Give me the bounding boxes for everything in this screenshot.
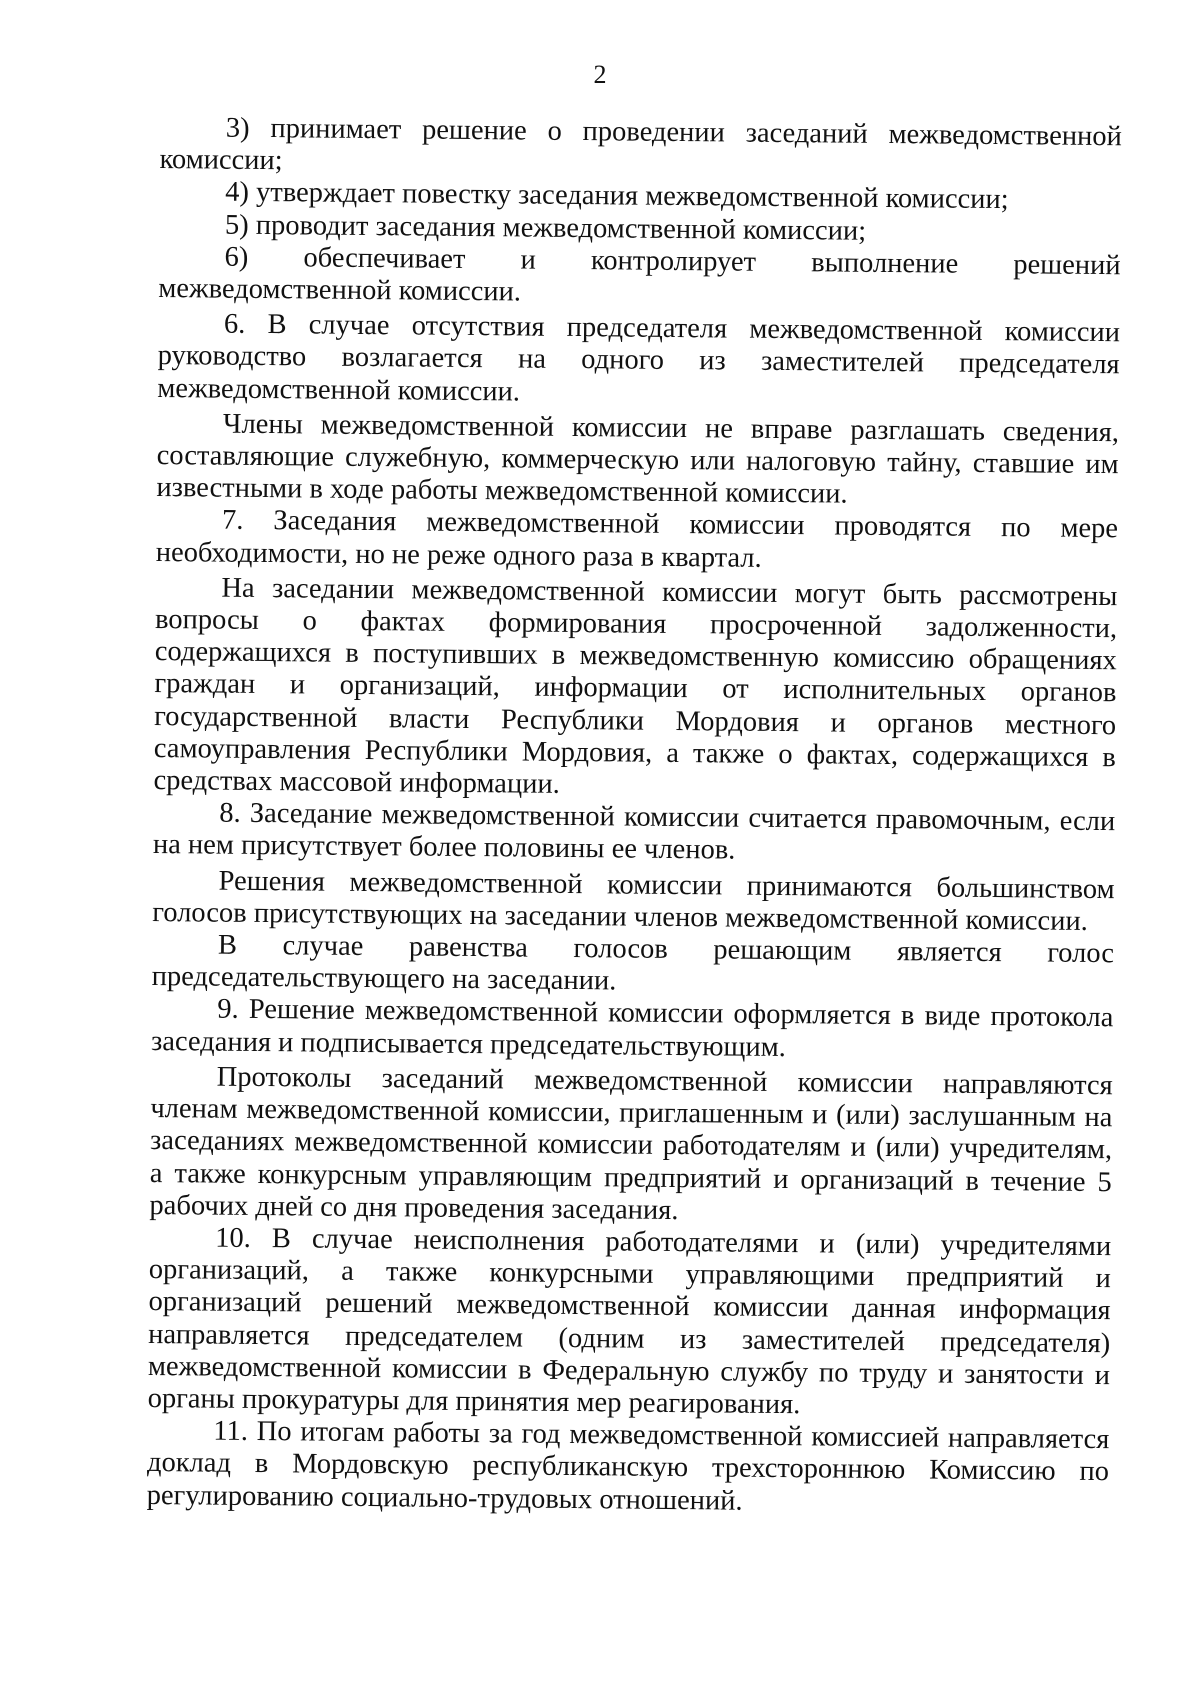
paragraph-clause-9: 9. Решение межведомственной комиссии оформляется в виде протокола заседания и подписывается председательствующим.: [150, 994, 1114, 1063]
paragraph-tie-vote: В случае равенства голосов решающим является голос председательствующего на заседании.: [151, 929, 1115, 997]
paragraph-clause-7: 7. Заседания межведомственной комиссии проводятся по мере необходимости, но не реже одного раза в квартал.: [155, 505, 1119, 574]
paragraph-clause-10: 10. В случае неисполнения работодателями и (или) учредителями организаций, а также конкурсными управляющими предприятий и организаций решений межведомственной комиссии данная информация направляется председателем (одним из заместителей председателя) межведомственной комиссии в Федеральную службу по труду и занятости и органы прокуратуры для принятия мер реагирования.: [147, 1222, 1112, 1421]
paragraph-item-3: 3) принимает решение о проведении заседаний межведомственной комиссии;: [159, 112, 1122, 177]
document-body: [147, 112, 1122, 1521]
paragraph-clause-11: 11. По итогам работы за год межведомственной комиссией направляется доклад в Мордовскую республиканскую трехстороннюю Комиссию по регулированию социально-трудовых отношений.: [146, 1415, 1110, 1517]
paragraph-item-6: 6) обеспечивает и контролирует выполнение решений межведомственной комиссии.: [158, 241, 1121, 308]
page-number: 2: [593, 60, 607, 89]
paragraph-item-5: 5) проводит заседания межведомственной комиссии;: [224, 209, 867, 247]
paragraph-protocols: Протоколы заседаний межведомственной комиссии направляются членам межведомственной комиссии, приглашенным и (или) заслушанным на заседаниях межведомственной комиссии работодателям и (или) учредителям, а также конкурсным управляющим предприятий и организаций в течение 5 рабочих дней со дня проведения заседания.: [149, 1061, 1113, 1226]
paragraph-decisions-majority: Решения межведомственной комиссии принимаются большинством голосов присутствующих на заседании членов межведомственной комиссии.: [152, 865, 1115, 937]
paragraph-confidentiality: Члены межведомственной комиссии не вправе разглашать сведения, составляющие служебную, коммерческую или налоговую тайну, ставшие им известными в ходе работы межведомственной комиссии.: [156, 408, 1120, 510]
paragraph-item-4: 4) утверждает повестку заседания межведомственной комиссии;: [225, 177, 1009, 216]
paragraph-clause-8: 8. Заседание межведомственной комиссии считается правомочным, если на нем присутствует более половины ее членов.: [152, 797, 1116, 867]
paragraph-clause-6: 6. В случае отсутствия председателя межведомственной комиссии руководство возлагается на одного из заместителей председателя межведомственной комиссии.: [157, 308, 1121, 408]
paragraph-meeting-questions: На заседании межведомственной комиссии могут быть рассмотрены вопросы о фактах формирования просроченной задолженности, содержащихся в поступивших в межведомственную комиссию обращениях граждан и организаций, информации от исполнительных органов государственной власти Республики Мордовия и органов местного самоуправления Республики Мордовия, а также о фактах, содержащихся в средствах массовой информации.: [153, 572, 1118, 800]
